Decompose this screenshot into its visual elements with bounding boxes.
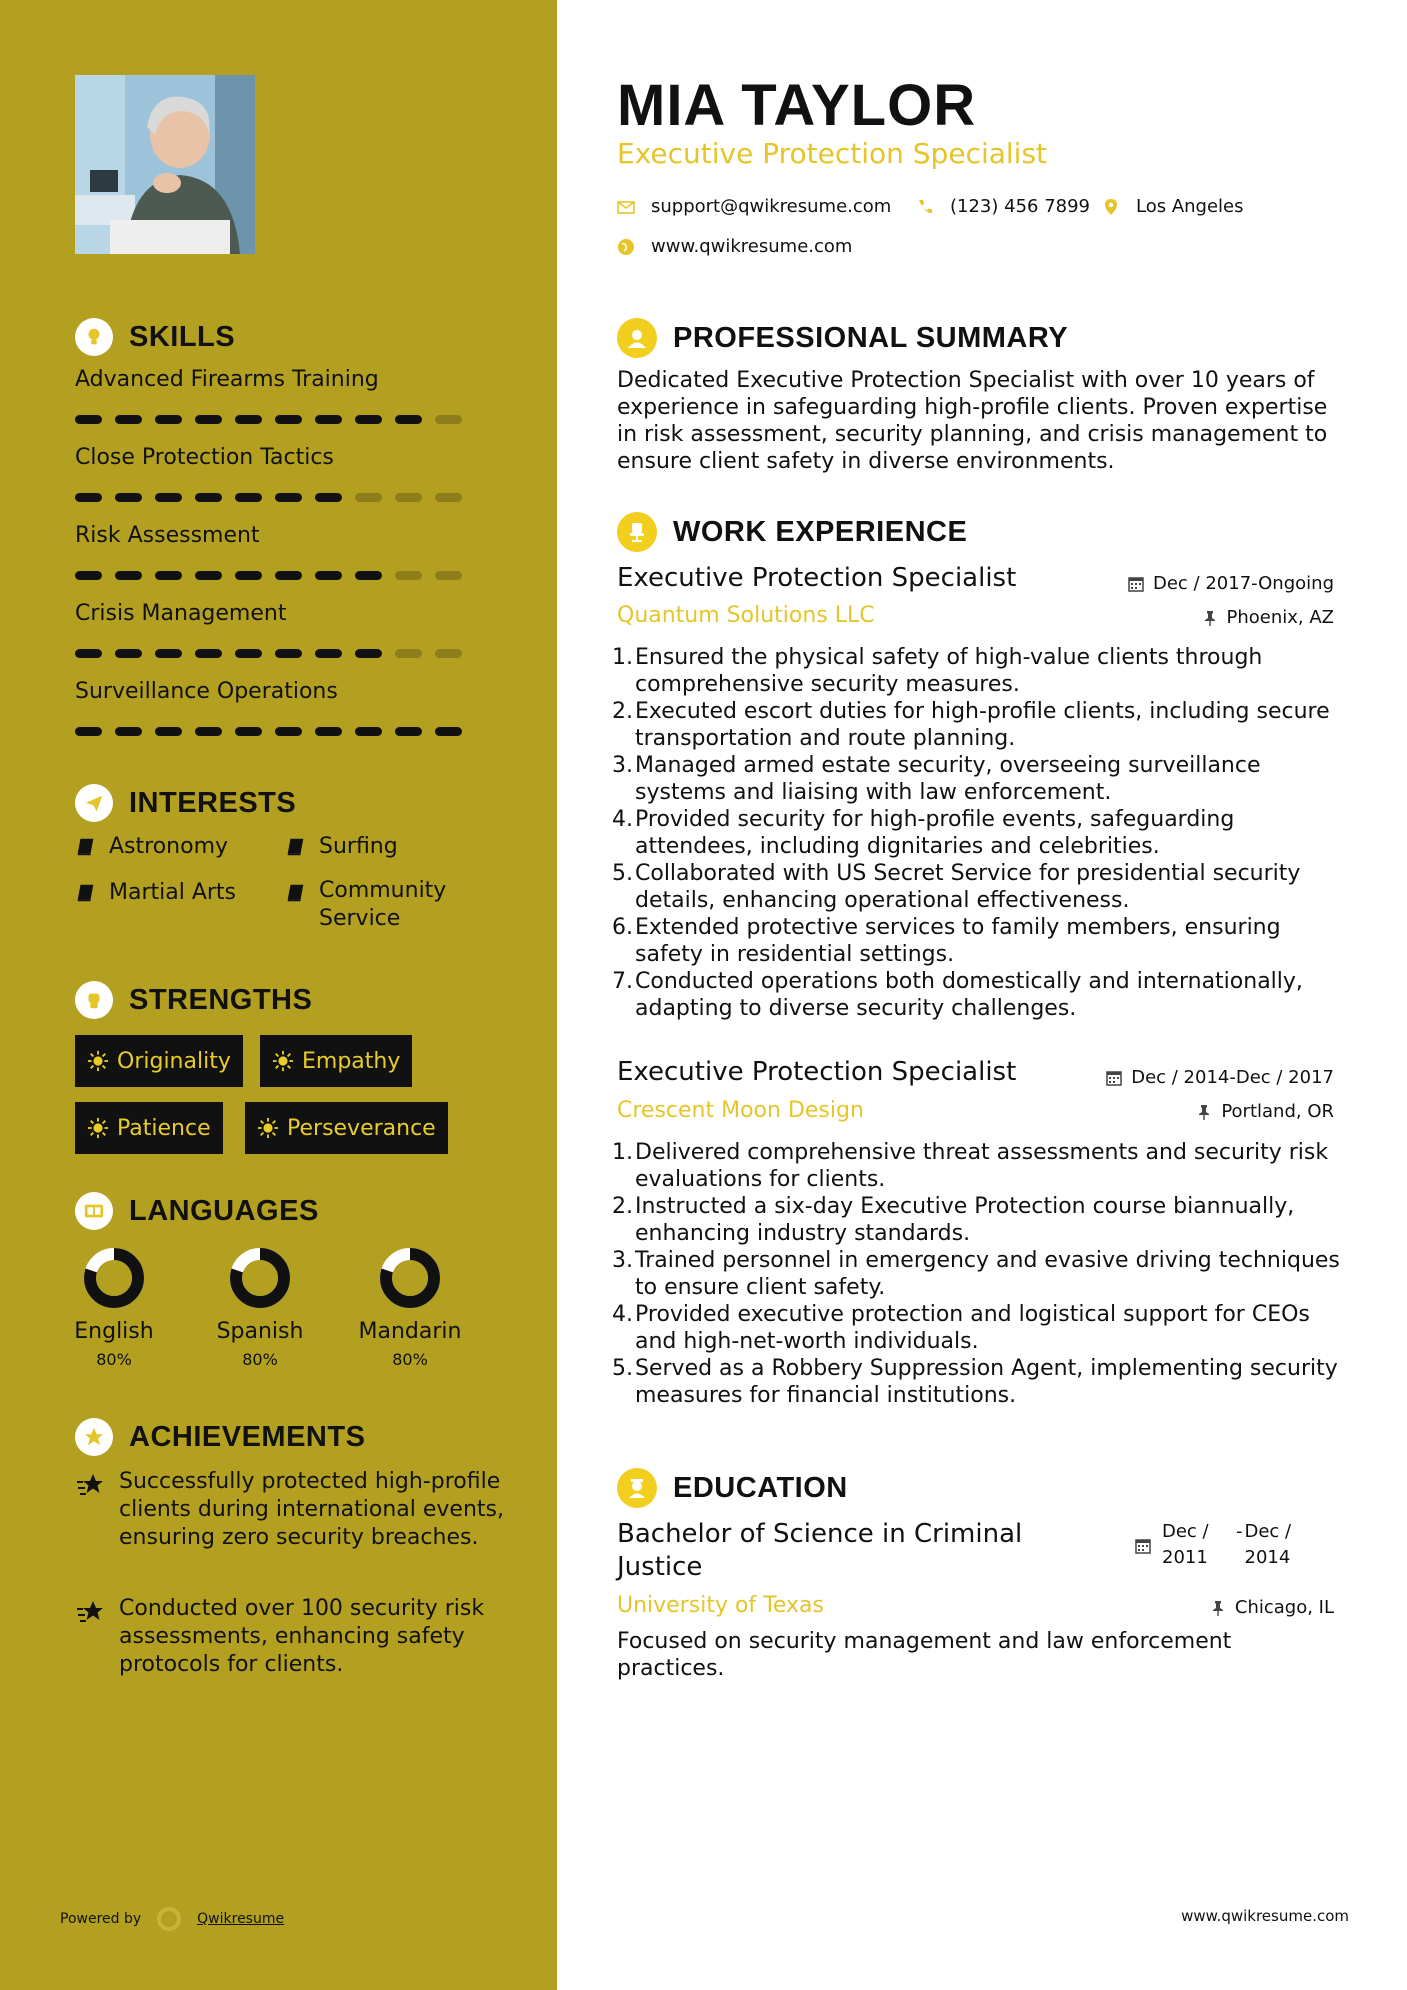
- book-icon: [285, 836, 307, 858]
- language-item: [350, 1247, 470, 1369]
- skill-segment: [315, 571, 342, 580]
- work-title: WORK EXPERIENCE: [673, 515, 968, 548]
- contact-email[interactable]: [617, 196, 891, 217]
- summary-text: Dedicated Executive Protection Specialist with over 10 years of experience in safeguarding high-profile clients. Proven expertise in risk assessment, security planning, and crisis management to ensure client safety in diverse environments.: [617, 368, 1328, 474]
- skill-segment: [355, 415, 382, 424]
- languages-heading: [75, 1192, 319, 1230]
- strength-label: Empathy: [302, 1048, 401, 1074]
- powered-by-label: Powered by: [60, 1911, 142, 1927]
- job-location-text: Portland, OR: [1221, 1101, 1334, 1122]
- duty-list: [617, 644, 1347, 1022]
- job-location: [1195, 1101, 1334, 1122]
- school-name: University of Texas: [617, 1593, 824, 1618]
- skill-segment: [315, 649, 342, 658]
- skill-segment: [155, 415, 182, 424]
- pushpin-icon: [1209, 1599, 1227, 1617]
- book-icon: [285, 882, 307, 904]
- skill-segment: [315, 415, 342, 424]
- start-year: 2011: [1162, 1547, 1208, 1568]
- skill-segment: [155, 649, 182, 658]
- user-icon: [617, 318, 657, 358]
- skill-item: [75, 601, 455, 626]
- skill-segment: [435, 571, 462, 580]
- phone-icon: [916, 198, 934, 216]
- duty-item: Extended protective services to family members, ensuring safety in residential settings.: [635, 915, 1281, 967]
- skill-segment: [75, 649, 102, 658]
- language-percent: 80%: [392, 1350, 428, 1369]
- education-title: EDUCATION: [673, 1471, 848, 1504]
- skill-item: [75, 679, 455, 704]
- skill-name: Advanced Firearms Training: [75, 367, 379, 392]
- skill-segment: [235, 493, 262, 502]
- job-date: [1127, 573, 1334, 594]
- education-heading: [617, 1468, 848, 1508]
- job-location-text: Phoenix, AZ: [1226, 607, 1334, 628]
- skill-segment: [435, 415, 462, 424]
- skill-segment: [275, 571, 302, 580]
- strength-tag: [75, 1102, 223, 1154]
- strength-label: Originality: [117, 1048, 231, 1074]
- skill-name: Close Protection Tactics: [75, 445, 334, 470]
- duty-list: [617, 1139, 1347, 1409]
- skill-segment: [315, 727, 342, 736]
- interest-label: Surfing: [319, 834, 398, 859]
- strength-tag: [260, 1035, 412, 1087]
- map-pin-icon: [1102, 198, 1120, 216]
- duty-item: Served as a Robbery Suppression Agent, implementing security measures for financial institutions.: [635, 1356, 1338, 1408]
- achievement-item: [75, 1595, 505, 1679]
- office-chair-icon: [617, 512, 657, 552]
- donut-hole: [97, 1261, 131, 1295]
- skill-level-bar: [75, 415, 462, 424]
- language-percent: 80%: [96, 1350, 132, 1369]
- languages-title: LANGUAGES: [129, 1194, 319, 1227]
- education-location-text: Chicago, IL: [1234, 1597, 1334, 1618]
- skill-segment: [115, 727, 142, 736]
- summary-heading: [617, 318, 1068, 358]
- skills-title: SKILLS: [129, 320, 236, 353]
- profile-photo: [75, 75, 255, 254]
- skill-level-bar: [75, 493, 462, 502]
- website-text: www.qwikresume.com: [651, 236, 853, 257]
- end-month: Dec /: [1244, 1521, 1292, 1542]
- sun-icon: [272, 1050, 294, 1072]
- skill-segment: [395, 727, 422, 736]
- skill-name: Risk Assessment: [75, 523, 260, 548]
- strengths-heading: [75, 981, 312, 1019]
- skill-segment: [395, 571, 422, 580]
- strengths-title: STRENGTHS: [129, 983, 313, 1016]
- duty-item: Managed armed estate security, overseeing surveillance systems and liaising with law enforcement.: [635, 753, 1261, 805]
- graduate-icon: [617, 1468, 657, 1508]
- skills-heading: [75, 318, 235, 356]
- company-name: Quantum Solutions LLC: [617, 603, 875, 628]
- star-badge-icon: [75, 1418, 113, 1456]
- skill-segment: [75, 571, 102, 580]
- interests-heading: [75, 784, 296, 822]
- duty-item: Trained personnel in emergency and evasive driving techniques to ensure client safety.: [635, 1248, 1340, 1300]
- education-location: [1209, 1597, 1334, 1618]
- phone-text: (123) 456 7899: [950, 196, 1091, 217]
- skill-segment: [115, 415, 142, 424]
- skill-segment: [395, 493, 422, 502]
- language-donut: [83, 1247, 145, 1309]
- qwikresume-logo-icon: [155, 1905, 183, 1933]
- language-item: [54, 1247, 174, 1369]
- start-date: [1162, 1519, 1220, 1571]
- powered-by: [60, 1905, 284, 1933]
- skill-segment: [235, 727, 262, 736]
- skill-level-bar: [75, 649, 462, 658]
- location-text: Los Angeles: [1136, 196, 1244, 217]
- skill-segment: [395, 415, 422, 424]
- interests-title: INTERESTS: [129, 786, 297, 819]
- envelope-icon: [617, 198, 635, 216]
- sun-icon: [257, 1117, 279, 1139]
- achievement-text: Successfully protected high-profile clients during international events, ensuring zero security breaches.: [119, 1469, 504, 1550]
- skill-segment: [195, 493, 222, 502]
- skill-segment: [195, 727, 222, 736]
- interest-item: [285, 880, 455, 933]
- interest-item: [75, 880, 236, 905]
- skill-segment: [155, 571, 182, 580]
- lightbulb-icon: [75, 318, 113, 356]
- shooting-star-icon: [75, 1597, 105, 1627]
- duty-item: Delivered comprehensive threat assessments and security risk evaluations for clients.: [635, 1140, 1329, 1192]
- contact-location: [1102, 196, 1244, 217]
- fist-icon: [75, 981, 113, 1019]
- interest-label: Astronomy: [109, 834, 229, 859]
- skill-segment: [435, 493, 462, 502]
- skill-segment: [195, 649, 222, 658]
- calendar-icon: [1134, 1537, 1152, 1555]
- language-percent: 80%: [242, 1350, 278, 1369]
- paper-plane-icon: [75, 784, 113, 822]
- brand-link[interactable]: Qwikresume: [197, 1911, 285, 1927]
- donut-hole: [393, 1261, 427, 1295]
- skill-segment: [355, 649, 382, 658]
- date-separator: -: [1236, 1521, 1243, 1542]
- job-title: Executive Protection Specialist: [617, 1057, 1017, 1087]
- skill-segment: [75, 415, 102, 424]
- contact-phone[interactable]: [916, 196, 1090, 217]
- skill-segment: [275, 493, 302, 502]
- duty-item: Instructed a six-day Executive Protection course biannually, enhancing industry standards.: [635, 1194, 1295, 1246]
- end-year: 2014: [1244, 1547, 1291, 1568]
- skill-segment: [155, 727, 182, 736]
- language-donut: [379, 1247, 441, 1309]
- strength-label: Patience: [117, 1115, 211, 1141]
- skill-segment: [275, 415, 302, 424]
- skill-segment: [75, 727, 102, 736]
- strength-tag: [75, 1035, 243, 1087]
- contact-website[interactable]: [617, 236, 852, 257]
- skill-item: [75, 367, 455, 392]
- language-icon: [75, 1192, 113, 1230]
- candidate-name: MIA TAYLOR: [617, 73, 977, 138]
- duty-item: Conducted operations both domestically and internationally, adapting to diverse security challenges.: [635, 969, 1303, 1021]
- skill-segment: [155, 493, 182, 502]
- footer-url[interactable]: www.qwikresume.com: [1181, 1907, 1349, 1925]
- duty-item: Executed escort duties for high-profile clients, including secure transportation and route planning.: [635, 699, 1330, 751]
- skill-segment: [435, 727, 462, 736]
- end-date: [1245, 1519, 1303, 1571]
- achievement-text: Conducted over 100 security risk assessments, enhancing safety protocols for clients.: [119, 1596, 485, 1677]
- achievements-title: ACHIEVEMENTS: [129, 1420, 366, 1453]
- skill-level-bar: [75, 571, 462, 580]
- duty-item: Ensured the physical safety of high-value clients through comprehensive security measures.: [635, 645, 1263, 697]
- achievement-item: [75, 1468, 505, 1552]
- skill-segment: [115, 571, 142, 580]
- job-title: Executive Protection Specialist: [617, 563, 1017, 593]
- education-description: Focused on security management and law enforcement practices.: [617, 1629, 1232, 1681]
- job-location: [1201, 607, 1335, 628]
- duty-item: Provided executive protection and logistical support for CEOs and high-net-worth individuals.: [635, 1302, 1310, 1354]
- skill-segment: [355, 571, 382, 580]
- candidate-role: Executive Protection Specialist: [617, 137, 1048, 170]
- skill-segment: [195, 571, 222, 580]
- work-heading: [617, 512, 967, 552]
- interest-item: [75, 834, 228, 859]
- language-name: Spanish: [216, 1319, 304, 1344]
- achievements-heading: [75, 1418, 365, 1456]
- calendar-icon: [1127, 575, 1145, 593]
- email-text: support@qwikresume.com: [651, 196, 892, 217]
- language-name: Mandarin: [358, 1319, 462, 1344]
- calendar-icon: [1105, 1069, 1123, 1087]
- skill-segment: [235, 415, 262, 424]
- skill-segment: [235, 571, 262, 580]
- sun-icon: [87, 1050, 109, 1072]
- start-month: Dec /: [1162, 1521, 1209, 1542]
- skill-name: Crisis Management: [75, 601, 287, 626]
- sidebar: [0, 0, 557, 1990]
- language-item: [200, 1247, 320, 1369]
- skill-segment: [75, 493, 102, 502]
- job-date-text: Dec / 2017-Ongoing: [1153, 573, 1334, 594]
- interest-item: [285, 834, 398, 859]
- company-name: Crescent Moon Design: [617, 1098, 864, 1123]
- strength-tag: [245, 1102, 448, 1154]
- donut-hole: [243, 1261, 277, 1295]
- book-icon: [75, 882, 97, 904]
- duty-item: Provided security for high-profile events, safeguarding attendees, including dignitaries and celebrities.: [635, 807, 1235, 859]
- language-name: English: [74, 1319, 154, 1344]
- pushpin-icon: [1195, 1103, 1213, 1121]
- education-date: [1134, 1519, 1303, 1571]
- duty-item: Collaborated with US Secret Service for presidential security details, enhancing operational effectiveness.: [635, 861, 1301, 913]
- skill-segment: [235, 649, 262, 658]
- skill-segment: [315, 493, 342, 502]
- skill-segment: [195, 415, 222, 424]
- skill-segment: [355, 493, 382, 502]
- degree-name: Bachelor of Science in Criminal Justice: [617, 1519, 1023, 1582]
- skill-item: [75, 523, 455, 548]
- job-date: [1105, 1067, 1334, 1088]
- skill-item: [75, 445, 455, 470]
- skill-level-bar: [75, 727, 462, 736]
- summary-title: PROFESSIONAL SUMMARY: [673, 321, 1069, 354]
- skill-segment: [275, 649, 302, 658]
- skill-segment: [275, 727, 302, 736]
- strength-label: Perseverance: [287, 1115, 436, 1141]
- skill-segment: [115, 493, 142, 502]
- book-icon: [75, 836, 97, 858]
- interest-label: Community Service: [319, 878, 447, 931]
- shooting-star-icon: [75, 1470, 105, 1500]
- sun-icon: [87, 1117, 109, 1139]
- skill-segment: [435, 649, 462, 658]
- pushpin-icon: [1201, 609, 1219, 627]
- interest-label: Martial Arts: [109, 880, 237, 905]
- skill-segment: [395, 649, 422, 658]
- skill-segment: [115, 649, 142, 658]
- job-date-text: Dec / 2014-Dec / 2017: [1131, 1067, 1334, 1088]
- skill-segment: [355, 727, 382, 736]
- globe-icon: [617, 238, 635, 256]
- language-donut: [229, 1247, 291, 1309]
- skill-name: Surveillance Operations: [75, 679, 338, 704]
